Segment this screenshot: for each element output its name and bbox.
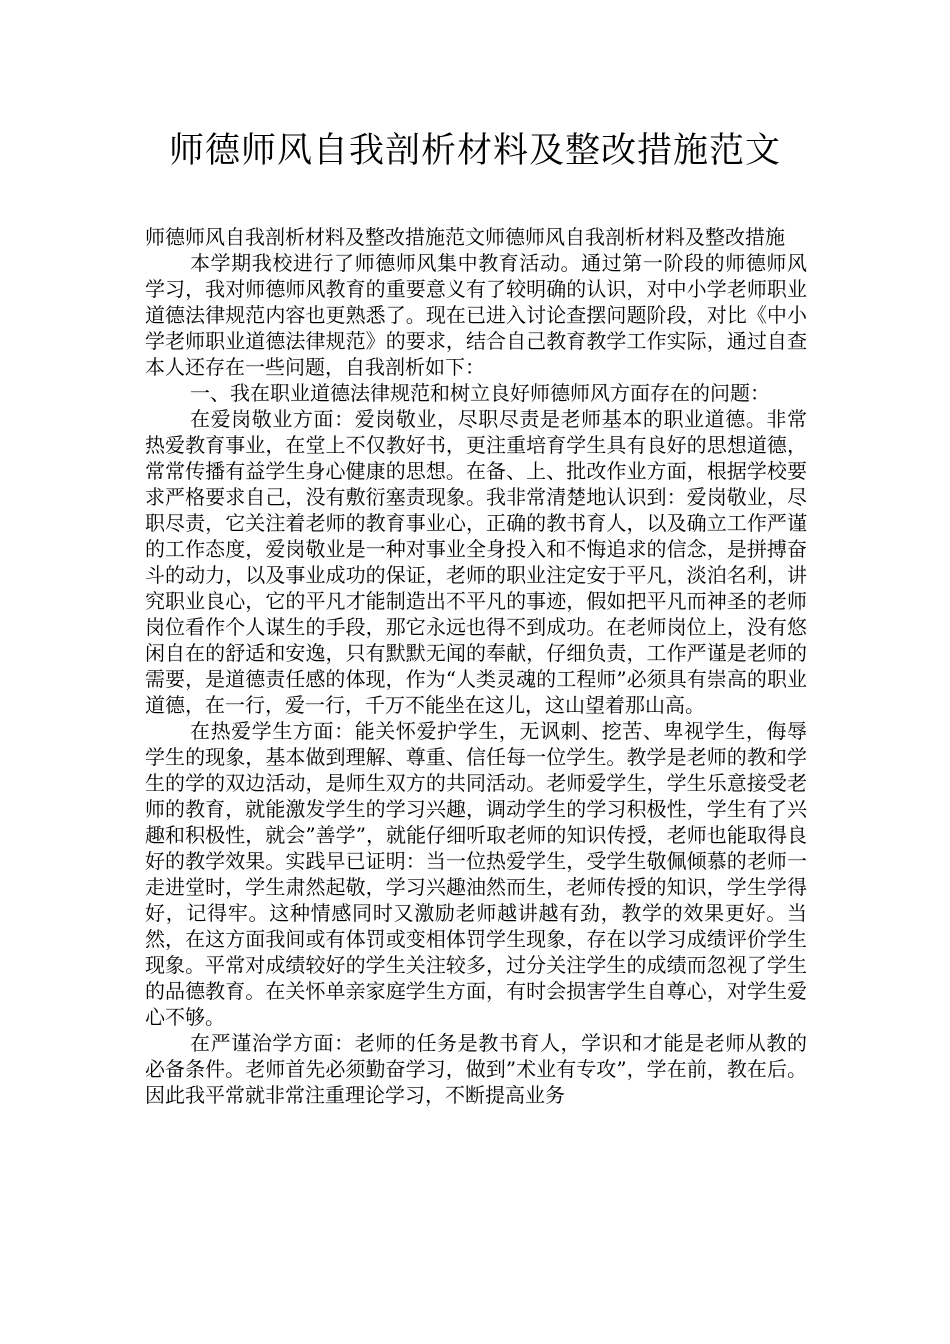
paragraph-intro: 本学期我校进行了师德师风集中教育活动。通过第一阶段的师德师风学习，我对师德师风教育的重要意义有了较明确的认识，对中小学老师职业道德法律规范内容也更熟悉了。现在已进入讨论查摆问题阶段，对比《中小学老师职业道德法律规范》的要求，结合自己教育教学工作实际，通过自查本人还存在一些问题，自我剖析如下：	[145, 251, 807, 379]
document-title: 师德师风自我剖析材料及整改措施范文	[168, 131, 781, 171]
document-body	[145, 224, 807, 1108]
paragraph-subtitle: 师德师风自我剖析材料及整改措施范文师德师风自我剖析材料及整改措施	[145, 225, 785, 249]
paragraph-section-heading: 一、我在职业道德法律规范和树立良好师德师风方面存在的问题：	[190, 381, 770, 405]
paragraph-dedication: 在爱岗敬业方面：爱岗敬业，尽职尽责是老师基本的职业道德。非常热爱教育事业，在堂上不仅教好书，更注重培育学生具有良好的思想道德，常常传播有益学生身心健康的思想。在备、上、批改作业方面，根据学校要求严格要求自己，没有敷衍塞责现象。我非常清楚地认识到：爱岗敬业，尽职尽责，它关注着老师的教育事业心，正确的教书育人，以及确立工作严谨的工作态度，爱岗敬业是一种对事业全身投入和不悔追求的信念，是拼搏奋斗的动力，以及事业成功的保证，老师的职业注定安于平凡，淡泊名利，讲究职业良心，它的平凡才能制造出不平凡的事迹，假如把平凡而神圣的老师岗位看作个人谋生的手段，那它永远也得不到成功。在老师岗位上，没有悠闲自在的舒适和安逸，只有默默无闻的奉献，仔细负责，工作严谨是老师的需要，是道德责任感的体现，作为“人类灵魂的工程师”必须具有崇高的职业道德，在一行，爱一行，千万不能坐在这儿，这山望着那山高。	[145, 407, 807, 717]
paragraph-rigorous-study: 在严谨治学方面：老师的任务是教书育人，学识和才能是老师从教的必备条件。老师首先必须勤奋学习，做到”术业有专攻”，学在前，教在后。因此我平常就非常注重理论学习，不断提高业务	[145, 1031, 807, 1107]
paragraph-love-students: 在热爱学生方面：能关怀爱护学生，无讽刺、挖苦、卑视学生，侮辱学生的现象，基本做到理解、尊重、信任每一位学生。教学是老师的教和学生的学的双边活动，是师生双方的共同活动。老师爱学生，学生乐意接受老师的教育，就能激发学生的学习兴趣，调动学生的学习积极性，学生有了兴趣和积极性，就会”善学”，就能仔细听取老师的知识传授，老师也能取得良好的教学效果。实践早已证明：当一位热爱学生，受学生敬佩倾慕的老师一走进堂时，学生肃然起敬，学习兴趣油然而生，老师传授的知识，学生学得好，记得牢。这种情感同时又激励老师越讲越有劲，教学的效果更好。当然，在这方面我间或有体罚或变相体罚学生现象，存在以学习成绩评价学生现象。平常对成绩较好的学生关注较多，过分关注学生的成绩而忽视了学生的品德教育。在关怀单亲家庭学生方面，有时会损害学生自尊心，对学生爱心不够。	[145, 719, 807, 1029]
